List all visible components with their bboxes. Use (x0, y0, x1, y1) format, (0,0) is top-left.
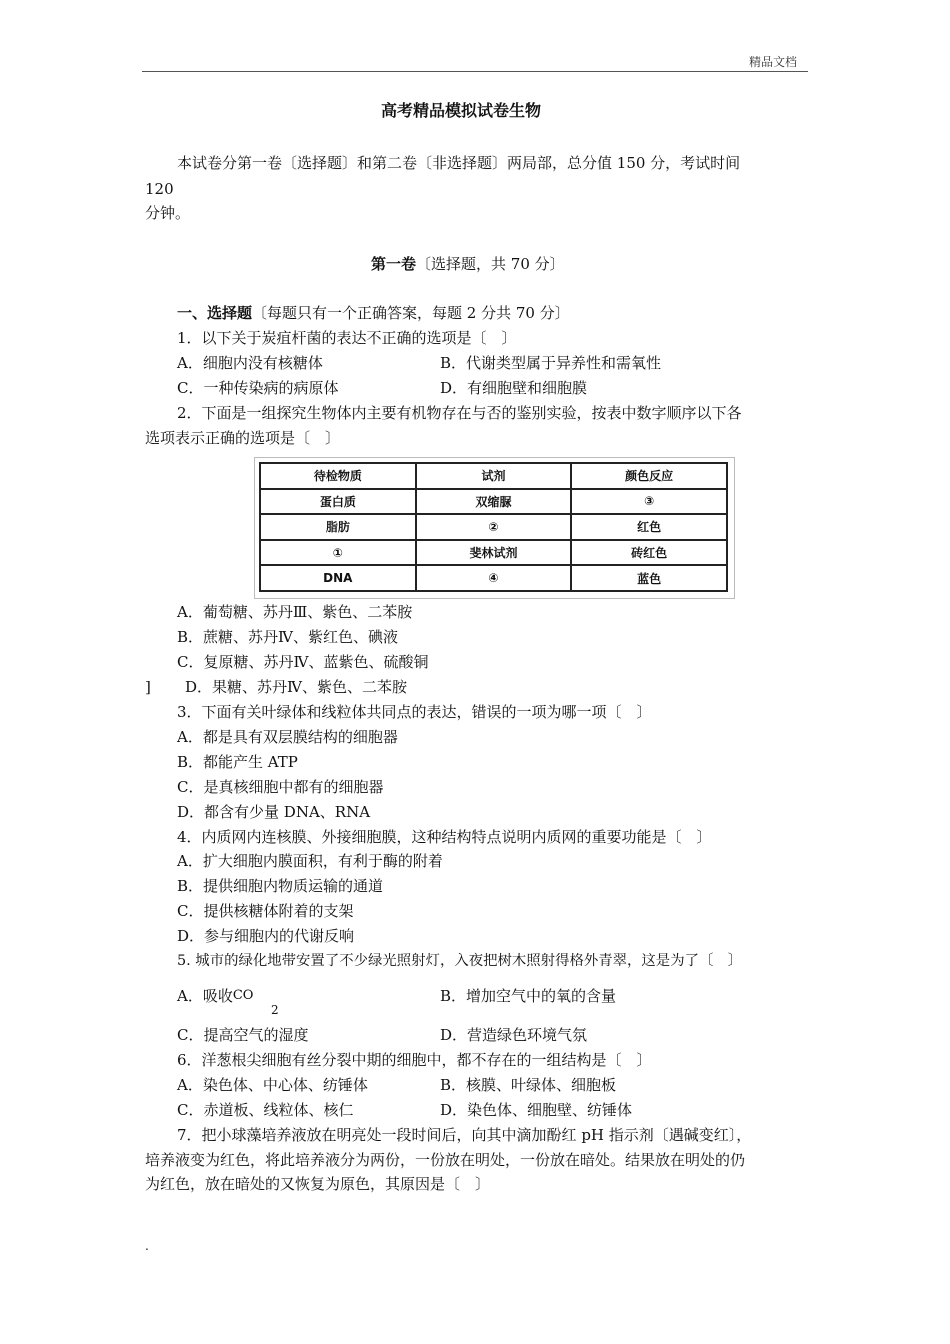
q4-option-a: A．扩大细胞内膜面积，有利于酶的附着 (177, 852, 443, 870)
table-cell: ② (416, 514, 572, 540)
q5-option-c: C．提高空气的湿度 (177, 1026, 309, 1044)
section-heading (371, 257, 565, 272)
table-row (260, 565, 727, 591)
q3-option-b: B．都能产生 ATP (177, 753, 298, 771)
intro-line-2: 120 (145, 180, 174, 198)
q2-option-a: A．葡萄糖、苏丹Ⅲ、紫色、二苯胺 (177, 603, 413, 621)
table-cell: ③ (571, 489, 727, 515)
q3-stem: 3．下面有关叶绿体和线粒体共同点的表达，错误的一项为哪一项〔 〕 (177, 703, 652, 721)
table-cell: ④ (416, 565, 572, 591)
table-row (260, 514, 727, 540)
table-header: 试剂 (416, 463, 572, 489)
q4-option-b: B．提供细胞内物质运输的通道 (177, 877, 384, 895)
q3-option-a: A．都是具有双层膜结构的细胞器 (177, 728, 398, 746)
co2-subscript: 2 (271, 1003, 279, 1017)
q7-line-1: 7．把小球藻培养液放在明亮处一段时间后，向其中滴加酚红 pH 指示剂〔遇碱变红〕， (177, 1126, 752, 1144)
q1-option-d: D．有细胞壁和细胞膜 (440, 379, 588, 397)
footer-dot: . (145, 1239, 149, 1253)
q2-stem-2: 选项表示正确的选项是〔 〕 (145, 429, 341, 447)
table-cell: 斐林试剂 (416, 540, 572, 566)
q6-stem: 6．洋葱根尖细胞有丝分裂中期的细胞中，都不存在的一组结构是〔 〕 (177, 1051, 652, 1069)
q1-option-a: A．细胞内没有核糖体 (177, 354, 323, 372)
table-cell: 红色 (571, 514, 727, 540)
table-cell: 砖红色 (571, 540, 727, 566)
q4-option-c: C．提供核糖体附着的支架 (177, 902, 354, 920)
q4-option-d: D．参与细胞内的代谢反响 (177, 927, 355, 945)
section-heading-rest: 〔选择题，共 70 分〕 (416, 255, 565, 273)
q5-option-a-text: A．吸收 (177, 987, 233, 1005)
q1-option-c: C．一种传染病的病原体 (177, 379, 339, 397)
section-heading-bold: 第一卷 (371, 255, 417, 273)
q6-option-d: D．染色体、细胞壁、纺锤体 (440, 1101, 633, 1119)
q3-option-d: D．都含有少量 DNA、RNA (177, 803, 371, 821)
q7-line-3: 为红色，放在暗处的又恢复为原色，其原因是〔 〕 (145, 1175, 491, 1193)
table-cell: 蓝色 (571, 565, 727, 591)
table-cell: ① (260, 540, 416, 566)
table-row (260, 489, 727, 515)
table-cell: DNA (260, 565, 416, 591)
part-heading (177, 306, 570, 321)
q5-option-a (177, 989, 253, 1004)
stray-bracket: ] (145, 678, 151, 696)
q6-option-b: B．核膜、叶绿体、细胞板 (440, 1076, 617, 1094)
q6-option-a: A．染色体、中心体、纺锤体 (177, 1076, 368, 1094)
part-heading-bold: 一、选择题 (177, 304, 253, 322)
table-cell: 蛋白质 (260, 489, 416, 515)
page-title: 高考精品模拟试卷生物 (381, 101, 542, 120)
q6-option-c: C．赤道板、线粒体、核仁 (177, 1101, 354, 1119)
q2-stem-1: 2．下面是一组探究生物体内主要有机物存在与否的鉴别实验，按表中数字顺序以下各 (177, 404, 742, 422)
q2-option-d: D．果糖、苏丹Ⅳ、紫色、二苯胺 (185, 678, 408, 696)
q4-stem: 4．内质网内连核膜、外接细胞膜，这种结构特点说明内质网的重要功能是〔 〕 (177, 828, 712, 846)
q2-option-b: B．蔗糖、苏丹Ⅳ、紫红色、碘液 (177, 628, 399, 646)
q3-option-c: C．是真核细胞中都有的细胞器 (177, 778, 384, 796)
q7-line-2: 培养液变为红色，将此培养液分为两份，一份放在明处，一份放在暗处。结果放在明处的仍 (145, 1151, 746, 1169)
table-header: 待检物质 (260, 463, 416, 489)
intro-line-3: 分钟。 (145, 204, 191, 222)
header-divider (142, 71, 808, 72)
intro-line-1: 本试卷分第一卷〔选择题〕和第二卷〔非选择题〕两局部，总分值 150 分，考试时间 (177, 154, 741, 172)
q1-stem: 1．以下关于炭疽杆菌的表达不正确的选项是〔 〕 (177, 329, 517, 347)
table-cell: 脂肪 (260, 514, 416, 540)
co2-formula: CO (232, 988, 254, 1003)
q1-option-b: B．代谢类型属于异养性和需氧性 (440, 354, 662, 372)
q5-stem: 5. 城市的绿化地带安置了不少绿光照射灯，入夜把树木照射得格外青翠，这是为了〔 〕 (177, 953, 743, 969)
experiment-table (259, 462, 728, 592)
part-heading-rest: 〔每题只有一个正确答案，每题 2 分共 70 分〕 (252, 304, 570, 322)
q2-option-c: C．复原糖、苏丹Ⅳ、蓝紫色、硫酸铜 (177, 653, 429, 671)
table-cell: 双缩脲 (416, 489, 572, 515)
table-header-row (260, 463, 727, 489)
q5-option-d: D．营造绿色环境气氛 (440, 1026, 588, 1044)
table-header: 颜色反应 (571, 463, 727, 489)
header-label: 精品文档 (749, 55, 798, 69)
table-row (260, 540, 727, 566)
q5-option-b: B．增加空气中的氧的含量 (440, 987, 617, 1005)
